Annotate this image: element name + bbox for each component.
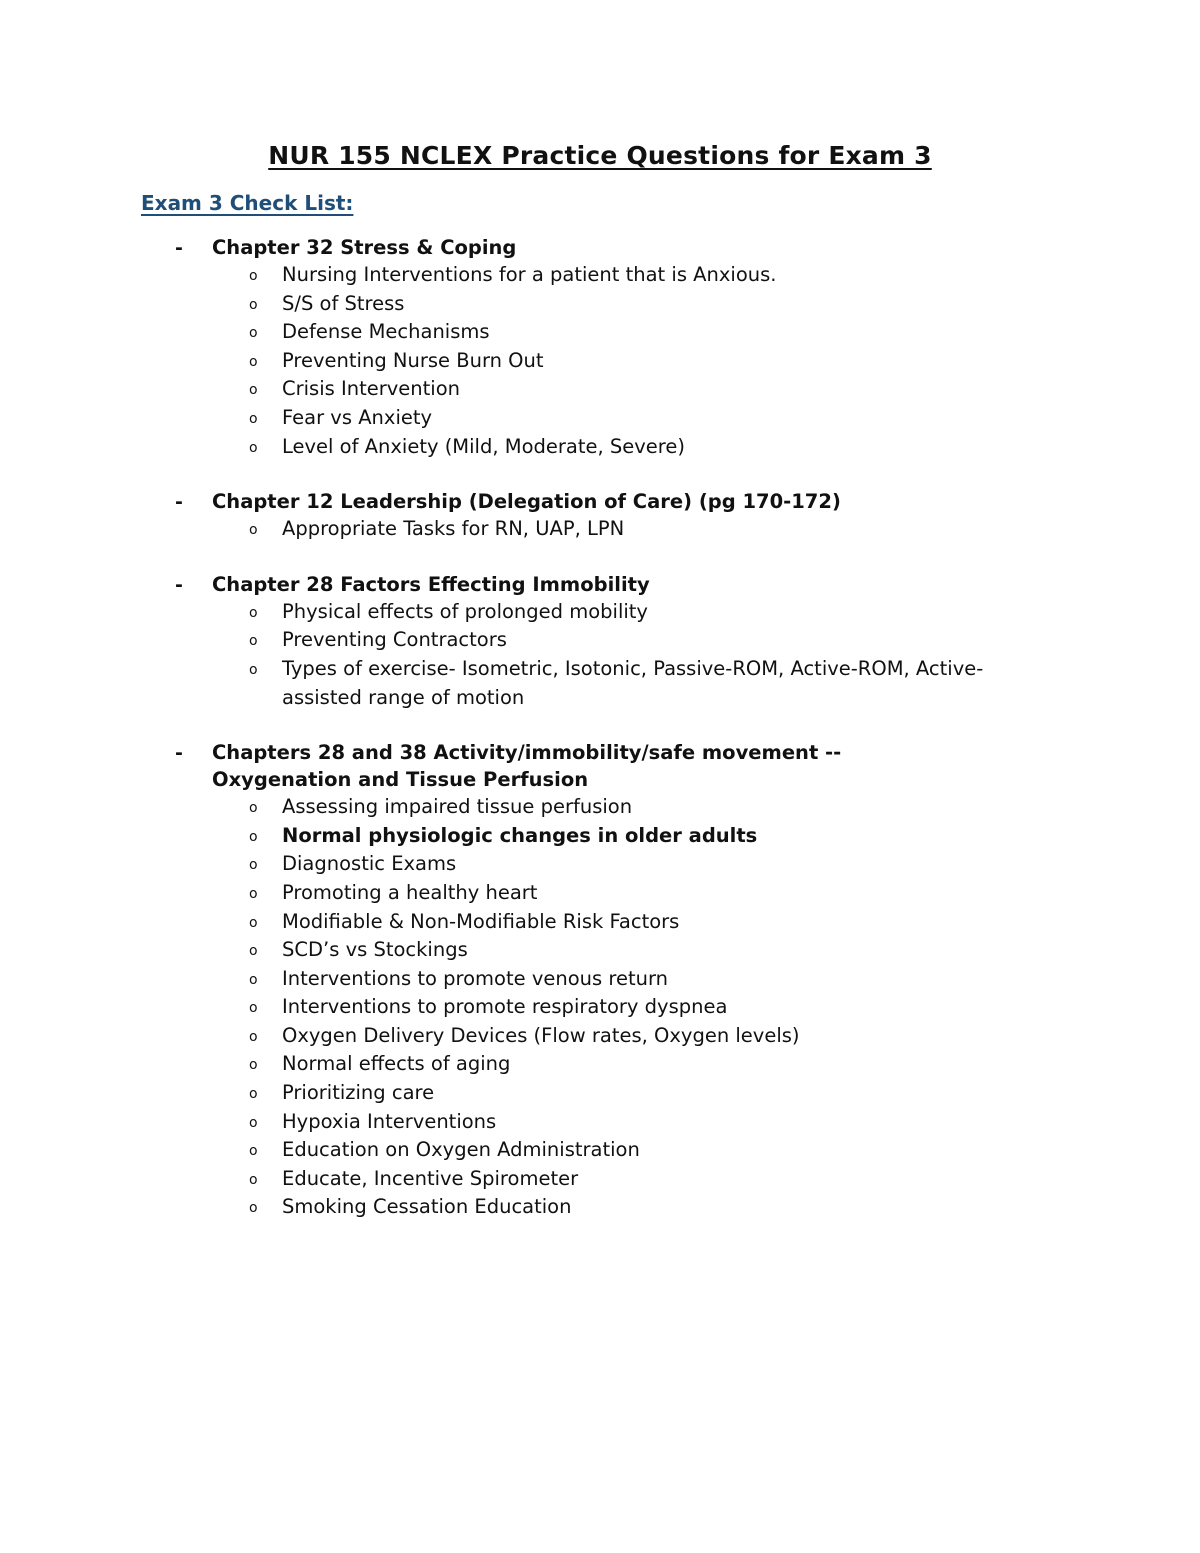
list-item-text: Prioritizing care — [282, 1081, 435, 1105]
dash-bullet: - — [175, 237, 183, 259]
circle-bullet: o — [249, 325, 258, 342]
list-item — [0, 655, 1002, 712]
list-item-text: Appropriate Tasks for RN, UAP, LPN — [282, 517, 625, 541]
list-item-text: Modifiable & Non-Modifiable Risk Factors — [282, 909, 680, 933]
list-item-text: Hypoxia Interventions — [282, 1109, 497, 1133]
circle-bullet: o — [249, 382, 258, 399]
circle-bullet: o — [249, 353, 258, 370]
circle-bullet: o — [249, 857, 258, 874]
section-items — [0, 515, 1200, 544]
list-item — [0, 1136, 1002, 1165]
section-oxygenation — [0, 739, 1200, 1222]
list-item-text: Types of exercise- Isometric, Isotonic, Passive-ROM, Active-ROM, Active-assisted range of motion — [282, 656, 984, 709]
section-title: Chapter 28 Factors Effecting Immobility — [212, 572, 650, 596]
list-item-text: S/S of Stress — [282, 291, 405, 315]
list-item-text: Oxygen Delivery Devices (Flow rates, Oxygen levels) — [282, 1023, 800, 1047]
list-item — [0, 936, 1002, 965]
list-item-text: Preventing Nurse Burn Out — [282, 348, 544, 372]
checklist-sections — [0, 234, 1200, 1249]
section-items — [0, 261, 1200, 461]
list-item-text: Promoting a healthy heart — [282, 880, 538, 904]
list-item-text: Nursing Interventions for a patient that is Anxious. — [282, 263, 777, 286]
circle-bullet: o — [249, 268, 258, 284]
list-item — [0, 1165, 1002, 1194]
list-item — [0, 404, 1002, 433]
circle-bullet: o — [249, 604, 258, 621]
list-item — [0, 375, 1002, 404]
circle-bullet: o — [249, 914, 258, 931]
dash-bullet: - — [175, 491, 183, 514]
list-item-text: Interventions to promote venous return — [282, 966, 668, 990]
circle-bullet: o — [249, 1200, 258, 1217]
list-item-text: Physical effects of prolonged mobility — [282, 599, 648, 623]
list-item-text: Interventions to promote respiratory dyspnea — [282, 995, 728, 1019]
circle-bullet: o — [249, 661, 258, 678]
circle-bullet: o — [249, 1057, 258, 1074]
dash-bullet: - — [175, 742, 183, 765]
list-item — [0, 261, 1002, 290]
section-immobility — [0, 571, 1200, 712]
section-items — [0, 793, 1200, 1222]
list-item — [0, 626, 1002, 655]
list-item-text: Diagnostic Exams — [282, 852, 457, 876]
list-item-text: Education on Oxygen Administration — [282, 1138, 640, 1162]
section-leadership — [0, 488, 1200, 544]
circle-bullet: o — [249, 410, 258, 427]
circle-bullet: o — [249, 1028, 258, 1045]
list-item — [0, 1108, 1002, 1137]
list-item — [0, 318, 1002, 347]
list-item — [0, 993, 1002, 1022]
circle-bullet: o — [249, 296, 258, 313]
list-item-text: Defense Mechanisms — [282, 320, 490, 344]
circle-bullet: o — [249, 633, 258, 650]
circle-bullet: o — [249, 800, 258, 817]
section-items — [0, 598, 1200, 712]
list-item-text: Smoking Cessation Education — [282, 1195, 572, 1219]
list-item-text: Preventing Contractors — [282, 628, 507, 652]
list-item — [0, 1193, 1002, 1222]
circle-bullet: o — [249, 1114, 258, 1131]
circle-bullet: o — [249, 1143, 258, 1160]
circle-bullet: o — [249, 522, 258, 539]
section-title: Chapter 32 Stress & Coping — [212, 236, 517, 259]
list-item — [0, 433, 1002, 462]
list-item-text: Level of Anxiety (Mild, Moderate, Severe) — [282, 434, 685, 458]
list-item — [0, 290, 1002, 319]
list-item-text: Fear vs Anxiety — [282, 405, 433, 429]
circle-bullet: o — [249, 828, 258, 845]
section-title: Chapter 12 Leadership (Delegation of Care) (pg 170-172) — [212, 490, 841, 514]
circle-bullet: o — [249, 1171, 258, 1188]
list-item-text: Crisis Intervention — [282, 377, 461, 401]
list-item — [0, 879, 1002, 908]
list-item-text: Normal physiologic changes in older adults — [282, 823, 758, 847]
circle-bullet: o — [249, 943, 258, 960]
list-item-text: Assessing impaired tissue perfusion — [282, 795, 633, 819]
circle-bullet: o — [249, 1086, 258, 1103]
list-item-text: Normal effects of aging — [282, 1052, 511, 1076]
list-item — [0, 1050, 1002, 1079]
circle-bullet: o — [249, 885, 258, 902]
list-item-text: SCD’s vs Stockings — [282, 938, 468, 962]
list-item — [0, 1022, 1002, 1051]
list-item — [0, 908, 1002, 937]
list-item — [0, 598, 1002, 627]
list-item-text: Educate, Incentive Spirometer — [282, 1166, 579, 1190]
section-stress-coping — [0, 234, 1200, 461]
list-item — [0, 1079, 1002, 1108]
list-item — [0, 822, 1002, 851]
list-item — [0, 347, 1002, 376]
section-title: Chapters 28 and 38 Activity/immobility/safe movement -- Oxygenation and Tissue Perfusion — [212, 741, 842, 792]
circle-bullet: o — [249, 439, 258, 456]
list-item — [0, 965, 1002, 994]
list-item — [0, 793, 1002, 822]
dash-bullet: - — [175, 573, 183, 596]
checklist-heading: Exam 3 Check List: — [141, 191, 354, 215]
circle-bullet: o — [249, 1000, 258, 1017]
list-item — [0, 850, 1002, 879]
page-title: NUR 155 NCLEX Practice Questions for Exam 3 — [268, 141, 932, 170]
list-item — [0, 515, 1002, 544]
circle-bullet: o — [249, 971, 258, 988]
